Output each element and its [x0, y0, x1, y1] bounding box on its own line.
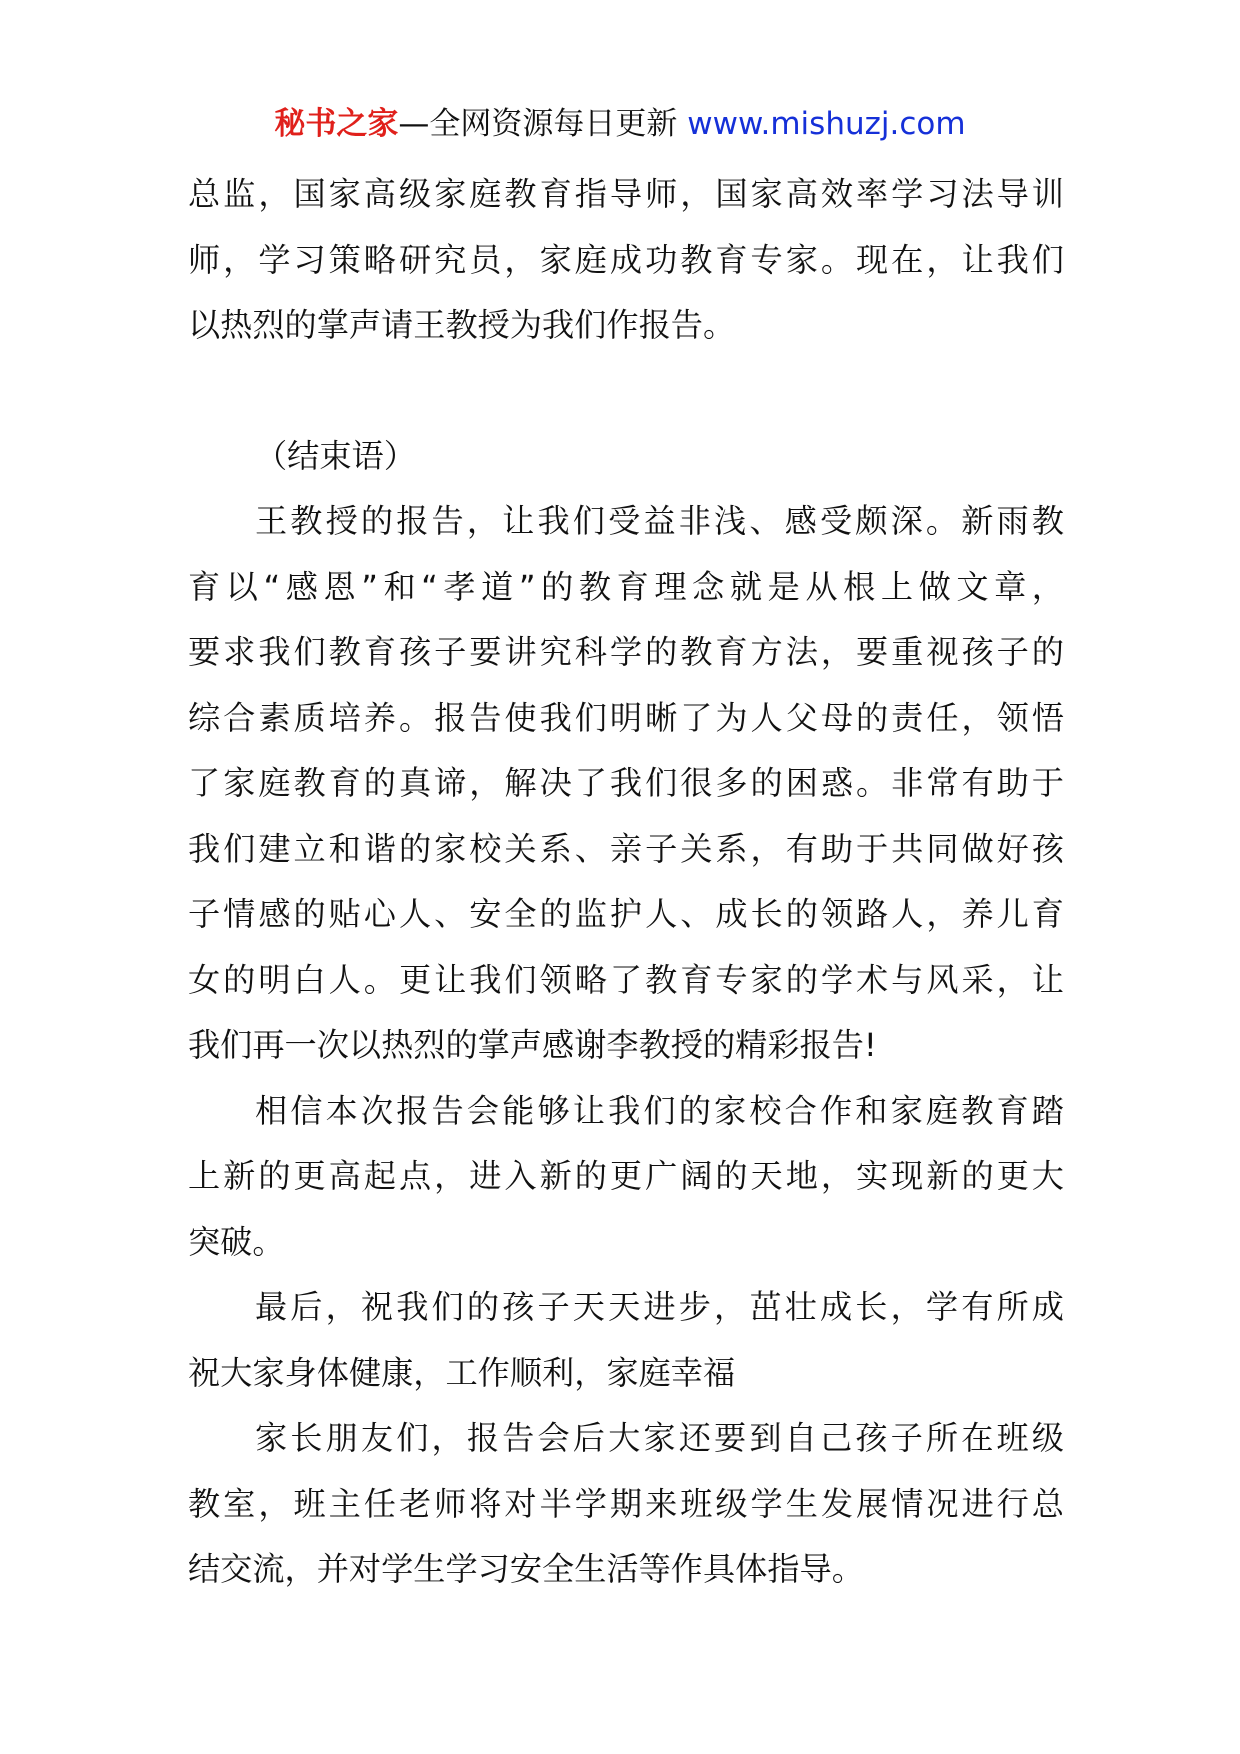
text-line: 女的明白人。更让我们领略了教育专家的学术与风采，让: [188, 960, 1064, 999]
text-line: 我们再一次以热烈的掌声感谢李教授的精彩报告!: [188, 1026, 877, 1064]
text-line: 了家庭教育的真谛，解决了我们很多的困惑。非常有助于: [188, 764, 1064, 802]
brand-name: 秘书之家: [274, 106, 399, 142]
text-line: 王教授的报告，让我们受益非浅、感受颇深。新雨教: [255, 502, 1064, 540]
section-heading: （结束语）: [255, 436, 416, 475]
paragraph-gap: [188, 359, 1064, 424]
text-line: 祝大家身体健康，工作顺利，家庭幸福: [188, 1353, 736, 1392]
paragraph-cooperation: [188, 1079, 1064, 1276]
header-slogan: —全网资源每日更新: [398, 106, 678, 142]
text-line: 突破。: [188, 1222, 285, 1261]
text-line: 家长朋友们，报告会后大家还要到自己孩子所在班级: [255, 1419, 1064, 1457]
paragraph-closing-remarks: [188, 489, 1064, 1079]
text-line: 最后，祝我们的孩子天天进步，茁壮成长，学有所成: [255, 1288, 1064, 1326]
text-line: 综合素质培养。报告使我们明晰了为人父母的责任，领悟: [188, 698, 1064, 737]
site-url: www.mishuzj.com: [687, 106, 966, 142]
page-header: [0, 100, 1240, 148]
text-line: 我们建立和谐的家校关系、亲子关系，有助于共同做好孩: [188, 829, 1064, 868]
document-body: [188, 162, 1064, 1603]
text-line: 以热烈的掌声请王教授为我们作报告。: [188, 306, 736, 344]
text-line: 师，学习策略研究员，家庭成功教育专家。现在，让我们: [188, 240, 1064, 279]
text-line: 要求我们教育孩子要讲究科学的教育方法，要重视孩子的: [188, 633, 1064, 671]
paragraph-intro-continuation: [188, 162, 1064, 359]
text-line: 结交流，并对学生学习安全生活等作具体指导。: [188, 1550, 864, 1588]
text-line: 总监，国家高级家庭教育指导师，国家高效率学习法导训: [188, 175, 1064, 213]
paragraph-parents-notice: [188, 1406, 1064, 1603]
text-line: 上新的更高起点，进入新的更广阔的天地，实现新的更大: [188, 1157, 1064, 1195]
text-line: 育以“感恩”和“孝道”的教育理念就是从根上做文章，: [188, 567, 1064, 606]
text-line: 子情感的贴心人、安全的监护人、成长的领路人，养儿育: [188, 895, 1064, 933]
paragraph-wishes: [188, 1275, 1064, 1406]
text-line: 教室，班主任老师将对半学期来班级学生发展情况进行总: [188, 1484, 1064, 1523]
text-line: 相信本次报告会能够让我们的家校合作和家庭教育踏: [255, 1091, 1064, 1130]
